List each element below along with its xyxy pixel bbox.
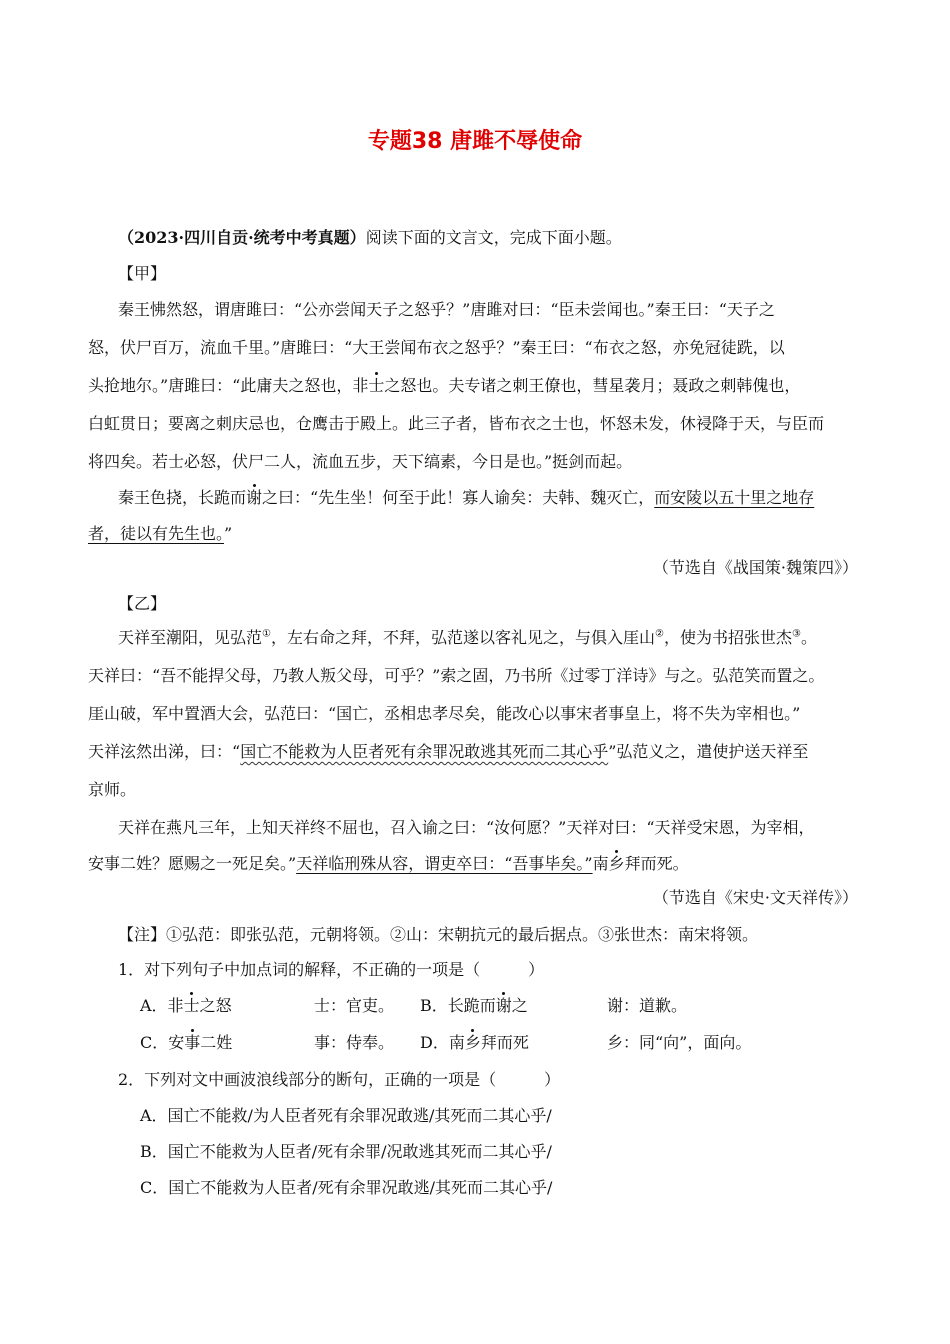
option-text: 之怒 — [199, 996, 232, 1015]
yi-line-5: 京师。 — [88, 780, 137, 799]
text-segment: 拜而死。 — [624, 854, 689, 873]
dotted-char: 乡 — [464, 1033, 481, 1052]
q1-option-a-explanation: 士：官吏。 — [314, 996, 395, 1015]
text-segment: ” — [224, 524, 233, 543]
yi-line-6: 天祥在燕凡三年，上知天祥终不屈也，召入谕之曰：“汝何愿？”天祥对曰：“天祥受宋恩，为宰相， — [118, 818, 815, 837]
dotted-char: 乡 — [608, 854, 625, 873]
dotted-char: 谢 — [246, 488, 263, 507]
text-segment: ，使为书招张世杰 — [663, 628, 792, 647]
footnotes: 【注】①弘范：即张弘范，元朝将领。②山：宋朝抗元的最后据点。③张世杰：南宋将领。 — [118, 925, 759, 944]
dotted-char: 谢 — [495, 996, 512, 1015]
q1-option-b — [420, 996, 528, 1016]
text-segment: 安事二姓？愿赐之一死足矣。” — [88, 854, 297, 873]
jia-p1-line-5: 将四矣。若士必怒，伏尸二人，流血五步，天下缟素，今日是也。”挺剑而起。 — [88, 452, 633, 471]
intro-line — [118, 228, 622, 248]
q2-option-a: A．国亡不能救/为人臣者死有余罪况敢逃/其死而二其心乎/ — [140, 1106, 552, 1125]
yi-source: （节选自《宋史·文天祥传》） — [652, 888, 858, 907]
footnote-mark: ① — [262, 628, 271, 640]
instruction: 阅读下面的文言文，完成下面小题。 — [365, 228, 622, 247]
text-segment: ，左右命之拜，不拜，弘范遂以客礼见之，与俱入厓山 — [270, 628, 655, 647]
q1-option-c — [140, 1033, 232, 1053]
jia-source: （节选自《战国策·魏策四》） — [652, 558, 858, 577]
q2-option-b: B．国亡不能救为人臣者/死有余罪/况敢逃其死而二其心乎/ — [140, 1142, 552, 1161]
underlined-sentence: 天祥临刑殊从容，谓吏卒曰：“吾事毕矣。” — [296, 854, 593, 873]
jia-p1-line-2: 怒，伏尸百万，流血千里。”唐雎曰：“大王尝闻布衣之怒乎？”秦王曰：“布衣之怒，亦免冠徒跣，以 — [88, 338, 785, 357]
q1-option-b-explanation: 谢：道歉。 — [607, 996, 688, 1015]
question-2-stem: 2．下列对文中画波浪线部分的断句，正确的一项是（ ） — [118, 1070, 561, 1089]
jia-p2-line-1 — [118, 488, 814, 508]
option-text: D．南 — [420, 1033, 465, 1052]
yi-line-3: 厓山破，军中置酒大会，弘范曰：“国亡，丞相忠孝尽矣，能改心以事宋者事皇上，将不失为宰相也。” — [88, 704, 801, 723]
text-segment: 天祥至潮阳，见弘范 — [118, 628, 263, 647]
question-1-stem: 1．对下列句子中加点词的解释，不正确的一项是（ ） — [118, 960, 545, 979]
text-segment: 头抢地尔。”唐雎曰：“此庸夫之怒也，非 — [88, 376, 369, 395]
jia-p1-line-4: 白虹贯日；要离之刺庆忌也，仓鹰击于殿上。此三子者，皆布衣之士也，怀怒未发，休祲降于天，与臣而 — [88, 414, 825, 433]
page-title: 专题38 唐雎不辱使命 — [367, 129, 583, 154]
text-segment: 天祥泫然出涕，曰：“ — [88, 742, 241, 761]
dotted-char: 士 — [368, 376, 385, 395]
dotted-char: 士 — [183, 996, 200, 1015]
underlined-sentence: 而安陵以五十里之地存 — [654, 488, 815, 507]
jia-p2-line-2 — [88, 524, 232, 544]
yi-line-4 — [88, 742, 808, 762]
jia-p1-line-3 — [88, 376, 800, 396]
q1-option-c-explanation: 事：侍奉。 — [314, 1033, 395, 1052]
q2-option-c: C．国亡不能救为人臣者/死有余罪况敢逃/其死而二其心乎/ — [140, 1178, 553, 1197]
option-text: 拜而死 — [480, 1033, 529, 1052]
jia-p1-line-1: 秦王怫然怒，谓唐雎曰：“公亦尝闻天子之怒乎？”唐雎对曰：“臣未尝闻也。”秦王曰：“天子之 — [118, 300, 775, 319]
text-segment: 。 — [800, 628, 817, 647]
text-segment: 之曰：“先生坐！何至于此！寡人谕矣：夫韩、魏灭亡， — [262, 488, 655, 507]
text-segment: 秦王色挠，长跪而 — [118, 488, 247, 507]
text-segment: 南 — [592, 854, 609, 873]
section-label-yi: 【乙】 — [118, 594, 167, 613]
option-text: C．安 — [140, 1033, 185, 1052]
text-segment: 之怒也。夫专诸之刺王僚也，彗星袭月；聂政之刺韩傀也， — [384, 376, 801, 395]
yi-line-7 — [88, 854, 689, 874]
section-label-jia: 【甲】 — [118, 264, 167, 283]
option-text: 二姓 — [200, 1033, 233, 1052]
yi-line-1 — [118, 628, 817, 648]
option-text: B．长跪而 — [420, 996, 496, 1015]
q1-option-d — [420, 1033, 529, 1053]
footnote-mark: ③ — [791, 628, 801, 640]
yi-line-2: 天祥曰：“吾不能捍父母，乃教人叛父母，可乎？”索之固，乃书所《过零丁洋诗》与之。弘范笑而置之。 — [88, 666, 825, 685]
option-text: 之 — [511, 996, 528, 1015]
wavy-underlined-sentence: 国亡不能救为人臣者死有余罪况敢逃其死而二其心乎 — [240, 742, 609, 761]
option-text: A．非 — [140, 996, 184, 1015]
text-segment: ”弘范义之，遣使护送天祥至 — [608, 742, 809, 761]
footnote-mark: ② — [655, 628, 664, 640]
dotted-char: 事 — [184, 1033, 201, 1052]
q1-option-a — [140, 996, 232, 1016]
exam-source: （2023·四川自贡·统考中考真题） — [118, 228, 366, 247]
q1-option-d-explanation: 乡：同“向”，面向。 — [607, 1033, 752, 1052]
underlined-sentence: 者，徒以有先生也。 — [88, 524, 225, 543]
